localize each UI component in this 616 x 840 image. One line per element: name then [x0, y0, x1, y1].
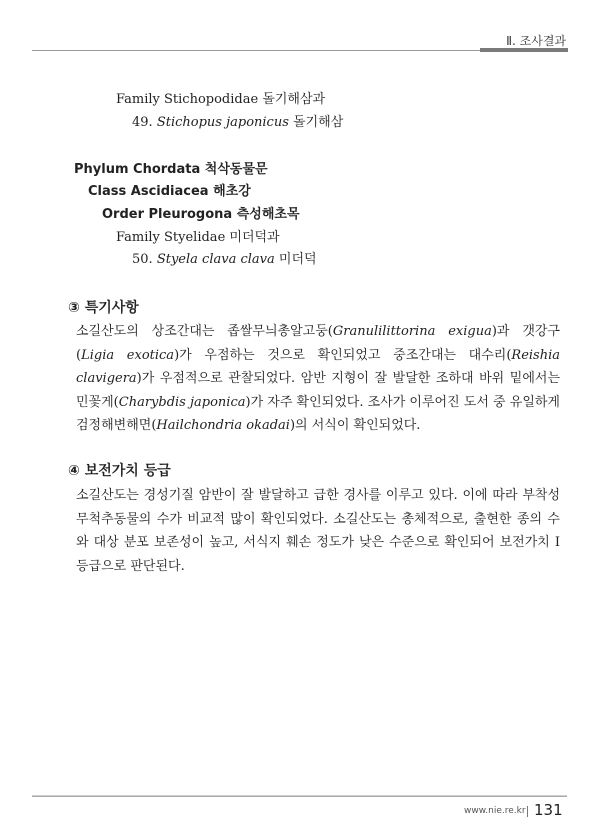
remarks-text-1: 소길산도의 상조간대는 좁쌀무늬총알고둥( — [76, 324, 333, 339]
species-49 — [132, 115, 343, 131]
remarks-text-5: )가 자주 확인되었다. 조사가 이루어진 도서 중 유일하게 검정해변해면( — [76, 394, 560, 433]
remarks-species-reishia: Reishia clavigera — [76, 347, 560, 386]
footer-url: www.nie.re.kr — [464, 806, 526, 816]
species-49-scientific-name: Stichopus japonicus — [156, 115, 289, 130]
species-49-korean-name: 돌기해삼 — [293, 115, 344, 130]
remarks-paragraph — [60, 320, 560, 438]
species-50-korean-name: 미더덕 — [278, 252, 317, 267]
remarks-text-6: )의 서식이 확인되었다. — [289, 418, 421, 433]
phylum-chordata: Phylum Chordata 척삭동물문 — [74, 162, 268, 177]
conservation-paragraph — [60, 484, 560, 578]
species-50-number: 50. — [132, 252, 153, 267]
remarks-species-ligia: Ligia exotica — [81, 347, 175, 363]
conservation-text: 소길산도는 경성기질 암반이 잘 발달하고 급한 경사를 이루고 있다. 이에 따라 부착성 무척추동물의 수가 비교적 많이 확인되었다. 소길산도는 총체적으로, 출현한 종의 수와 대상 분포 보존성이 높고, 서식지 훼손 정도가 낮은 수준으로 확인되어 보전가치 Ⅰ 등급으로 판단된다. — [76, 488, 560, 574]
class-ascidiacea: Class Ascidiacea 해초강 — [88, 184, 251, 199]
species-50-scientific-name: Styela clava clava — [156, 252, 275, 267]
order-pleurogona: Order Pleurogona 측성해초목 — [102, 207, 300, 222]
species-49-number: 49. — [132, 115, 153, 130]
remarks-text-2: )과 갯강구( — [76, 324, 560, 363]
section-heading-remarks: ③ 특기사항 — [68, 300, 139, 316]
remarks-text-3: )가 우점하는 것으로 확인되었고 중조간대는 대수리( — [174, 347, 512, 363]
section-heading-conservation: ④ 보전가치 등급 — [68, 463, 171, 479]
page-number: 131 — [534, 801, 563, 819]
remarks-species-hailchondria: Hailchondria okadai — [156, 418, 290, 433]
remarks-text-4: )가 우점적으로 관찰되었다. 암반 지형이 잘 발달한 조하대 바위 밑에서는 민꽃게( — [76, 371, 560, 410]
footer-rule — [32, 796, 567, 797]
family-styelidae: Family Styelidae 미더덕과 — [116, 230, 280, 245]
footer-separator — [527, 806, 528, 817]
family-stichopodidae: Family Stichopodidae 돌기해삼과 — [116, 92, 326, 107]
remarks-species-granulilittorina: Granulilittorina exigua — [332, 324, 492, 339]
running-header: Ⅱ. 조사결과 — [506, 34, 566, 48]
species-50 — [132, 252, 317, 268]
remarks-species-charybdis: Charybdis japonica — [118, 394, 246, 410]
